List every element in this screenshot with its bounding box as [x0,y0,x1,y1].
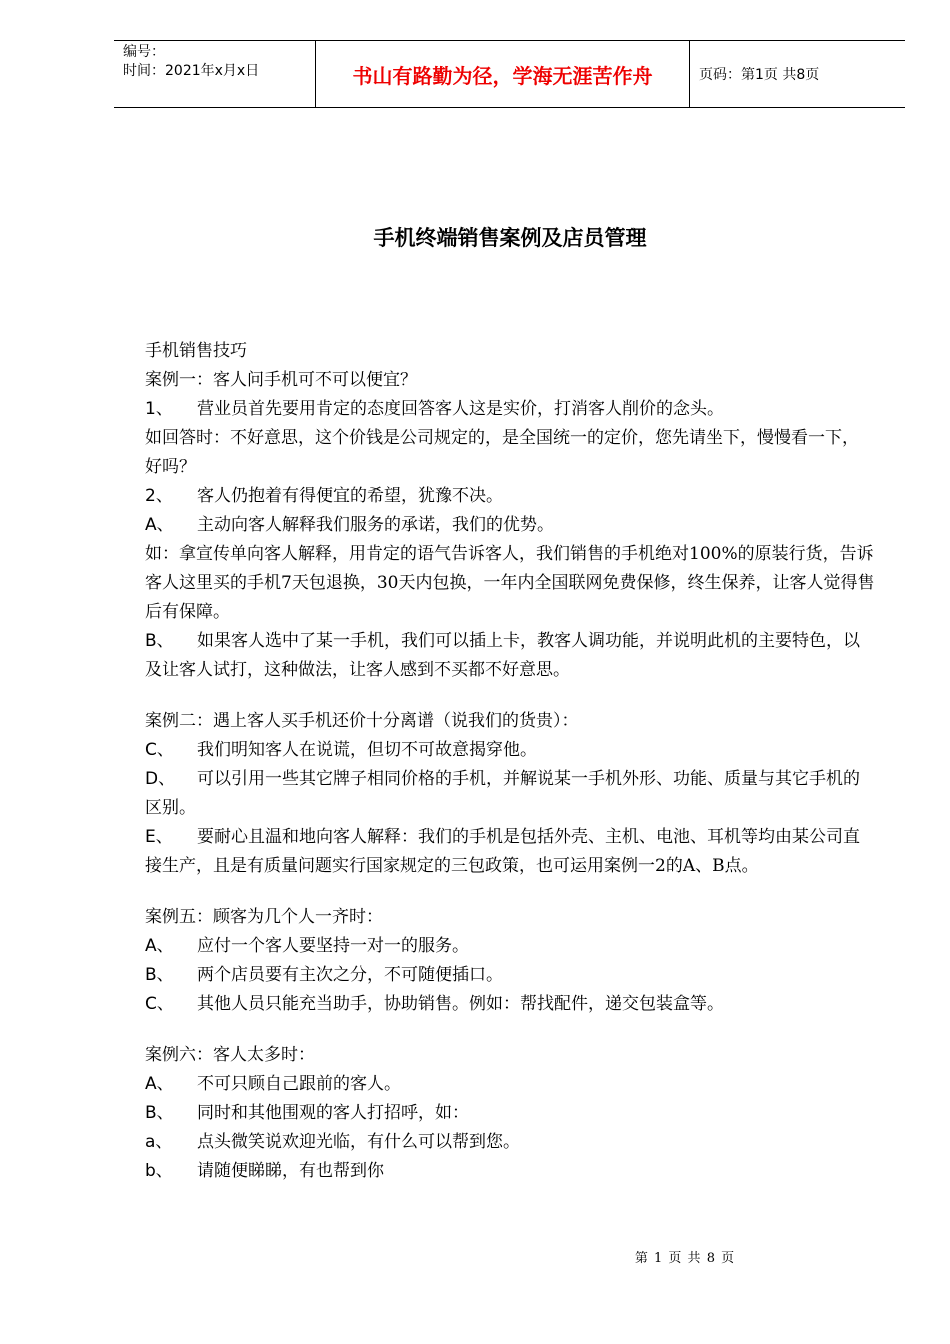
list-marker: D、 [145,769,176,789]
list-text: 可以引用一些其它牌子相同价格的手机，并解说某一手机外形、功能、质量与其它手机的区别。 [145,769,860,818]
list-item [145,990,875,1019]
list-item [145,627,875,685]
paragraph: 如回答时：不好意思，这个价钱是公司规定的，是全国统一的定价，您先请坐下，慢慢看一下，好吗？ [145,428,859,477]
list-item [145,961,875,990]
header-motto: 书山有路勤为径，学海无涯苦作舟 [315,41,690,107]
list-marker: a、 [145,1132,173,1152]
case5-title: 案例五：顾客为几个人一齐时： [145,907,383,927]
list-marker: B、 [145,965,174,985]
list-item [145,1157,875,1186]
list-text: 要耐心且温和地向客人解释：我们的手机是包括外壳、主机、电池、耳机等均由某公司直接生产，且是有质量问题实行国家规定的三包政策，也可运用案例一2的A、B点。 [145,827,860,876]
list-text: 点头微笑说欢迎光临，有什么可以帮到您。 [197,1132,520,1152]
list-marker: A、 [145,515,174,535]
list-text: 同时和其他围观的客人打招呼，如： [197,1103,469,1123]
list-marker: B、 [145,631,174,651]
list-text: 应付一个客人要坚持一对一的服务。 [197,936,469,956]
case2-title: 案例二：遇上客人买手机还价十分离谱（说我们的货贵）： [145,711,579,731]
list-marker: B、 [145,1103,174,1123]
case1-title: 案例一：客人问手机可不可以便宜？ [145,370,417,390]
list-item [145,511,875,540]
paragraph: 如：拿宣传单向客人解释，用肯定的语气告诉客人，我们销售的手机绝对100%的原装行货，告诉客人这里买的手机7天包退换，30天内包换，一年内全国联网免费保修，终生保养，让客人觉得售后有保障。 [145,544,875,622]
list-item [145,395,875,424]
list-text: 营业员首先要用肯定的态度回答客人这是实价，打消客人削价的念头。 [197,399,724,419]
list-text: 不可只顾自己跟前的客人。 [197,1074,401,1094]
list-text: 如果客人选中了某一手机，我们可以插上卡，教客人调功能，并说明此机的主要特色，以及让客人试打，这种做法，让客人感到不买都不好意思。 [145,631,860,680]
list-text: 主动向客人解释我们服务的承诺，我们的优势。 [197,515,554,535]
list-item [145,482,875,511]
list-item [145,1070,875,1099]
list-item [145,823,875,881]
list-item [145,1128,875,1157]
list-text: 我们明知客人在说谎，但切不可故意揭穿他。 [197,740,537,760]
list-text: 其他人员只能充当助手，协助销售。例如：帮找配件，递交包装盒等。 [197,994,724,1014]
list-item [145,932,875,961]
list-item [145,736,875,765]
section-title: 手机销售技巧 [145,341,247,361]
list-marker: A、 [145,1074,174,1094]
time-label: 时间：2021年x月x日 [123,63,260,79]
page-footer: 第 1 页 共 8 页 [634,1251,736,1266]
list-item [145,765,875,823]
list-marker: 1、 [145,399,173,419]
list-item [145,1099,875,1128]
header-page-info: 页码：第1页 共8页 [699,67,820,83]
list-text: 客人仍抱着有得便宜的希望，犹豫不决。 [197,486,503,506]
document-header [114,40,905,108]
list-marker: 2、 [145,486,173,506]
list-text: 两个店员要有主次之分，不可随便插口。 [197,965,503,985]
document-title: 手机终端销售案例及店员管理 [373,225,647,250]
list-marker: A、 [145,936,174,956]
header-meta [114,41,314,107]
serial-number-label: 编号： [123,44,165,60]
list-marker: E、 [145,827,173,847]
list-text: 请随便睇睇，有也帮到你 [197,1161,384,1181]
case6-title: 案例六：客人太多时： [145,1045,315,1065]
list-marker: b、 [145,1161,173,1181]
list-marker: C、 [145,994,174,1014]
document-body [145,337,875,1186]
list-marker: C、 [145,740,174,760]
